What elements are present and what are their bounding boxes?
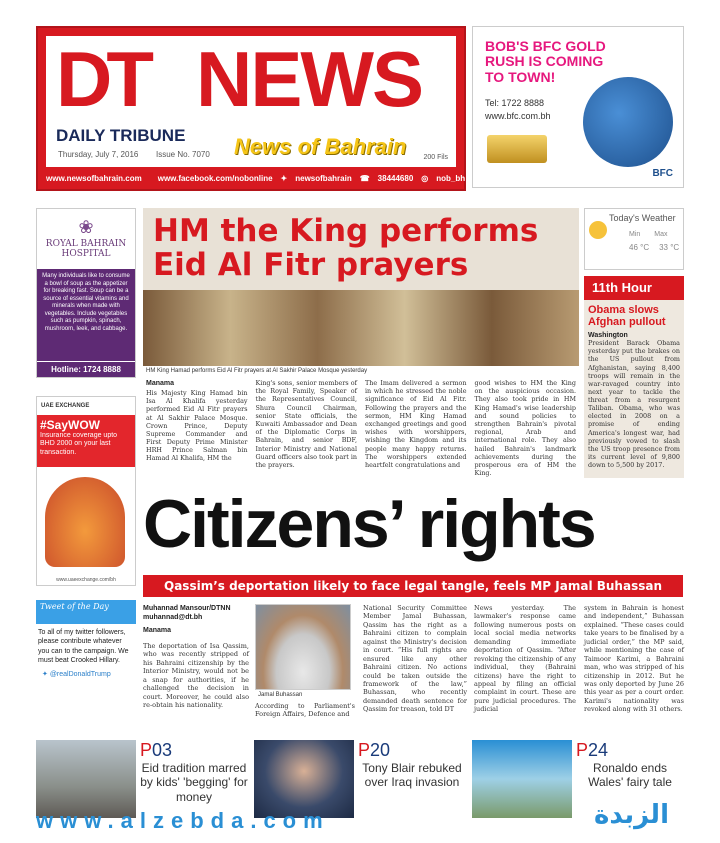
tweet-title: Tweet of the Day — [36, 600, 136, 624]
teaser-page-number: 03 — [152, 740, 173, 760]
news-of-bahrain-tagline: News of Bahrain — [234, 134, 407, 159]
tony-blair-photo — [254, 740, 354, 818]
lead-subhead: Qassim’s deportation likely to face legal tangle, feels MP Jamal Buhassan — [143, 575, 683, 597]
issue-date: Thursday, July 7, 2016 — [58, 150, 139, 159]
social-links-bar — [46, 170, 466, 186]
price: 200 Fils — [423, 154, 448, 161]
right-column — [584, 208, 684, 478]
eleventh-hour-band: 11th Hour — [584, 276, 684, 300]
tweet-handle — [36, 670, 136, 678]
phone-icon: ☎ — [359, 173, 370, 183]
ad-tel: Tel: 1722 8888 — [485, 98, 545, 108]
byline-email[interactable]: muhannad@dt.bh — [143, 614, 203, 622]
hm-photo-caption: HM King Hamad performs Eid Al Fitr prayers at Al Sakhir Palace Mosque yesterday — [146, 368, 368, 374]
max-label: Max — [654, 231, 668, 238]
bfc-logo: BFC — [652, 168, 673, 179]
tweet-of-the-day — [36, 600, 136, 720]
issue-number: Issue No. 7070 — [156, 150, 210, 159]
saywow-banner — [37, 415, 135, 467]
instagram-link[interactable]: nob_bh — [436, 173, 466, 183]
ad-headline: BOB'S BFC GOLD RUSH IS COMING TO TOWN! — [485, 38, 606, 85]
obama-dateline: Washington — [588, 332, 628, 340]
hm-dateline: Manama — [146, 380, 175, 387]
flower-icon: ❀ — [78, 217, 94, 238]
ronaldo-photo — [472, 740, 572, 818]
logo-dt: DT — [56, 35, 148, 123]
twitter-icon: ✦ — [280, 173, 288, 183]
teaser-page-number: 20 — [370, 740, 391, 760]
jamal-buhassan-photo — [255, 604, 351, 690]
hospital-logo — [37, 217, 135, 260]
uae-exchange-ad[interactable] — [36, 396, 136, 586]
logo-news: NEWS — [196, 35, 422, 123]
obama-headline: Obama slows Afghan pullout — [588, 304, 666, 329]
lead-dateline: Manama — [143, 627, 172, 635]
masthead — [36, 26, 466, 191]
twitter-icon: ✦ — [42, 670, 50, 678]
eleventh-hour-story — [584, 300, 684, 478]
min-temp: 46 °C — [629, 243, 650, 252]
tweet-handle-text: @realDonaldTrump — [49, 670, 111, 678]
saywow-tag: #SayWOW — [40, 418, 101, 432]
watermark-url: www.alzebda.com — [36, 808, 330, 833]
teaser-headline: Eid tradition marred by kids' 'begging' for money — [140, 761, 248, 804]
lead-col-3: National Security Committee Member Jamal Buhassan, Qassim has the right as a Bahraini citizen to complain against the Ministry's decision in court. “His full rights are ensured like any other Bahraini citizen. No actions could be taken outside the framework of the law,” Buhassan, who recently demanded death sentence for Qassim for treason, told DT — [363, 604, 467, 714]
weather-box — [584, 208, 684, 270]
twitter-link[interactable]: newsofbahrain — [295, 173, 352, 183]
min-label: Min — [629, 231, 641, 238]
hospital-name: ROYAL BAHRAIN HOSPITAL — [45, 238, 127, 260]
eid-prayer-photo — [143, 290, 579, 366]
hm-col-4: good wishes to HM the King on the auspicious occasion. They also took pride in HM King Hamad's wise leadership and sound policies to strengthen Bahrain's pivotal regional, Arab and international role. They also hailed Bahrain's landmark achievements during the prosperous era of HM the King. — [474, 379, 576, 478]
kids-illustration — [45, 477, 125, 567]
hm-story-body — [143, 376, 579, 477]
hospital-hotline: Hotline: 1724 8888 — [37, 361, 135, 377]
masthead-panel — [46, 36, 456, 167]
tweet-text: To all of my twitter followers, please contribute whatever you can to the campaign. We must beat Crooked Hillary. — [38, 629, 129, 665]
weather-values — [629, 243, 679, 252]
facebook-link[interactable]: www.facebook.com/nobonline — [157, 173, 273, 183]
lead-col-2: According to Parliament's Foreign Affairs, Defence and — [255, 702, 355, 719]
hm-col-2: King's sons, senior members of the Royal Family, Speaker of the Representatives Council, Shura Council Chairman, senior State officials, the Kuwaiti Ambassador and Dean of the Diplomatic Corps in Bahrain, and senior BDF, Interior Ministry and National Guard officers also took part in the prayers. — [255, 379, 357, 469]
lead-byline — [143, 604, 231, 635]
insurance-text: Insurance coverage upto BHD 2000 on your last transaction. — [40, 432, 118, 456]
hm-col-1 — [146, 379, 248, 477]
bob-mascot-image — [583, 77, 673, 167]
instagram-icon: ◎ — [421, 173, 429, 183]
teaser-page: P03 — [140, 740, 173, 760]
uae-exchange-url: www.uaeexchange.com/bh — [56, 577, 116, 583]
lead-col-1: The deportation of Isa Qassim, who was recently stripped of his Bahraini citizenship by the Interior Ministry, would not be a snap for authorities, if he challenged the decision in court. Moreover, he could also re-obtain his nationality. — [143, 642, 249, 710]
phone-number: 38444680 — [377, 173, 414, 183]
hm-col-1-text: His Majesty King Hamad bin Isa Al Khalifa yesterday performed Eid Al Fitr prayers at Al Sakhir Palace Mosque. Crown Prince, Deputy Supreme Commander and First Deputy Prime Minister HRH Prince Salman bin Hamad Al Khalifa, HM the — [146, 388, 248, 463]
photo-caption: Jamal Buhassan — [258, 692, 303, 698]
hm-story-headline: HM the King performs Eid Al Fitr prayers — [143, 208, 579, 290]
hm-col-3: The Imam delivered a sermon in which he stressed the noble significance of Eid Al Fitr. Following the prayers and the sermon, HM King Hamad exchanged greetings and good wishes with worshippers, wishing the Kingdom and its people many happy returns. The worshippers extended heartfelt congratulations and — [365, 379, 467, 469]
gold-bars-image — [487, 135, 547, 163]
teaser-page: P20 — [358, 740, 391, 760]
lead-col-4: News yesterday. The lawmaker's response came following numerous posts on local social media networks demanding immediate deportation of Qassim. “After revoking the citizenship of any individual, they (Bahraini citizens) have the right to appeal by filing an official complaint in court. These are pure judicial procedures. The judicial — [474, 604, 576, 714]
uae-exchange-logo: UAE EXCHANGE — [41, 403, 90, 409]
lead-headline: Citizens’ rights — [143, 486, 595, 562]
weather-title: Today's Weather — [609, 213, 676, 223]
daily-tribune-label: DAILY TRIBUNE — [56, 126, 186, 145]
lead-col-5: system in Bahrain is honest and independent,” Buhassan explained. “These cases could take years to be finalised by a judicial order,” the MP said, while mentioning the case of Taimoor Karimi, a Bahraini man, who was stripped of his citizenship in 2012. But he was only deported by June 26 this year as per a court order. Karimi's nationality was revoked along with 31 others. — [584, 604, 684, 714]
teaser-headline: Tony Blair rebuked over Iraq invasion — [362, 761, 462, 790]
max-temp: 33 °C — [659, 243, 680, 252]
weather-labels — [629, 231, 668, 238]
teaser-p20[interactable] — [254, 740, 466, 818]
hospital-ad-text: Many individuals like to consume a bowl of soup as the appetizer for breaking fast. Soup can be a source of essential vitamins and minerals when made with vegetables. Include vegetables such as pumpkin, spinach, mushroom, leek, and cabbage. — [37, 269, 135, 361]
obama-text: President Barack Obama yesterday put the brakes on the US pullout from Afghanistan, saying 8,400 troops will remain in the war-ravaged country into next year to tackle the threat from a resurgent Taliban. Obama, who was elected in 2008 on a promise of ending America's longest war, had previously vowed to slash the US troop presence from its current level of 9,800 down to 5,500 by 2017. — [588, 339, 680, 470]
eid-kids-photo — [36, 740, 136, 818]
bfc-gold-rush-ad[interactable] — [472, 26, 684, 188]
left-column — [36, 208, 136, 720]
bottom-teasers — [36, 740, 684, 818]
royal-bahrain-hospital-ad[interactable] — [36, 208, 136, 378]
website-link[interactable]: www.newsofbahrain.com — [46, 173, 142, 183]
sun-icon — [589, 221, 607, 239]
teaser-page-number: 24 — [588, 740, 609, 760]
teaser-page: P24 — [576, 740, 609, 760]
hm-king-story — [143, 208, 579, 477]
teaser-p03[interactable] — [36, 740, 248, 818]
ad-contact — [485, 97, 551, 122]
watermark-logo: الزبدة — [594, 800, 669, 830]
ad-web: www.bfc.com.bh — [485, 110, 551, 121]
byline-author: Muhannad Mansour/DTNN — [143, 605, 231, 612]
teaser-text — [140, 740, 248, 818]
teaser-text — [358, 740, 466, 818]
teaser-headline: Ronaldo ends Wales' fairy tale — [588, 761, 672, 790]
